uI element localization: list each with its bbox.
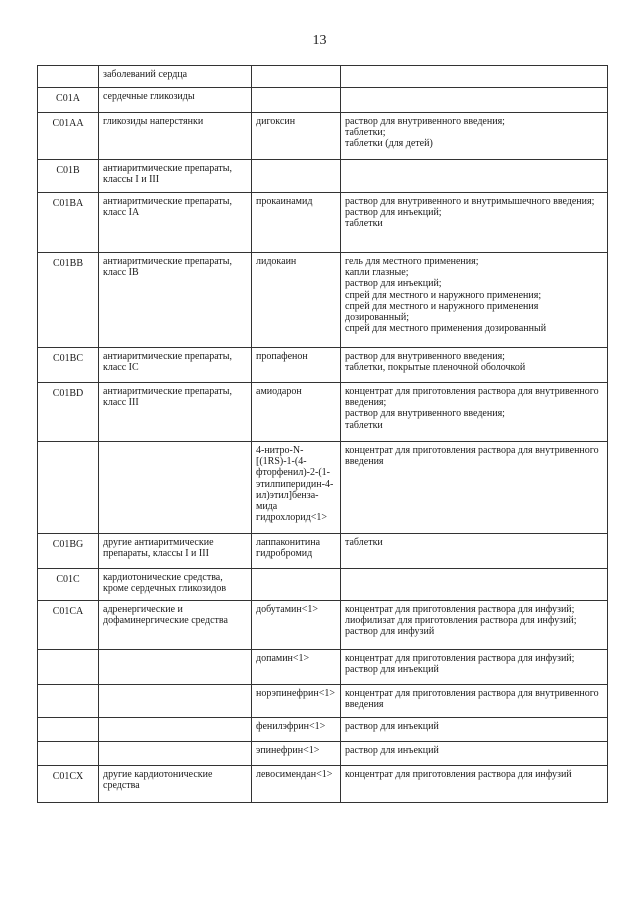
atc-code-cell: C01C bbox=[38, 569, 99, 601]
form-cell: раствор для внутривенного введения; таблетки, покрытые пленочной оболочкой bbox=[341, 348, 608, 383]
drug-cell: эпинефрин<1> bbox=[252, 742, 341, 766]
drug-cell: амиодарон bbox=[252, 383, 341, 442]
group-cell: антиаритмические препараты, класс IB bbox=[99, 253, 252, 348]
atc-code-cell: C01CA bbox=[38, 601, 99, 650]
group-cell: кардиотонические средства, кроме сердечных гликозидов bbox=[99, 569, 252, 601]
table-row bbox=[38, 685, 608, 718]
drug-cell: лидокаин bbox=[252, 253, 341, 348]
drug-cell: пропафенон bbox=[252, 348, 341, 383]
table-row bbox=[38, 569, 608, 601]
form-cell bbox=[341, 569, 608, 601]
form-cell: раствор для внутривенного введения; таблетки; таблетки (для детей) bbox=[341, 113, 608, 160]
group-cell: антиаритмические препараты, класс III bbox=[99, 383, 252, 442]
form-cell: раствор для инъекций bbox=[341, 742, 608, 766]
table-row bbox=[38, 718, 608, 742]
page-number: 13 bbox=[312, 33, 327, 48]
atc-code-cell: C01BG bbox=[38, 534, 99, 569]
atc-code-cell: C01A bbox=[38, 88, 99, 113]
group-cell: антиаритмические препараты, класс IC bbox=[99, 348, 252, 383]
table-row bbox=[38, 348, 608, 383]
atc-code-cell bbox=[38, 685, 99, 718]
atc-code-cell bbox=[38, 442, 99, 534]
group-cell: сердечные гликозиды bbox=[99, 88, 252, 113]
form-cell bbox=[341, 66, 608, 88]
atc-code-cell bbox=[38, 650, 99, 685]
form-cell bbox=[341, 88, 608, 113]
drug-cell: норэпинефрин<1> bbox=[252, 685, 341, 718]
table-row bbox=[38, 160, 608, 193]
drug-cell: прокаинамид bbox=[252, 193, 341, 253]
form-cell: концентрат для приготовления раствора для внутривенного введения bbox=[341, 685, 608, 718]
drug-cell bbox=[252, 66, 341, 88]
drug-table-body bbox=[38, 66, 608, 803]
atc-code-cell: C01BA bbox=[38, 193, 99, 253]
table-row bbox=[38, 88, 608, 113]
table-row bbox=[38, 601, 608, 650]
group-cell: другие кардиотонические средства bbox=[99, 766, 252, 803]
group-cell bbox=[99, 718, 252, 742]
table-row bbox=[38, 113, 608, 160]
group-cell: другие антиаритмические препараты, классы I и III bbox=[99, 534, 252, 569]
drug-cell: допамин<1> bbox=[252, 650, 341, 685]
drug-cell: 4-нитро-N-[(1RS)-1-(4-фторфенил)-2-(1-этилпиперидин-4-ил)этил]бенза-мида гидрохлорид<1> bbox=[252, 442, 341, 534]
atc-code-cell bbox=[38, 742, 99, 766]
drug-cell bbox=[252, 569, 341, 601]
form-cell: концентрат для приготовления раствора для инфузий bbox=[341, 766, 608, 803]
form-cell: раствор для инъекций bbox=[341, 718, 608, 742]
table-row bbox=[38, 383, 608, 442]
drug-cell: фенилэфрин<1> bbox=[252, 718, 341, 742]
table-row bbox=[38, 534, 608, 569]
atc-code-cell: C01AA bbox=[38, 113, 99, 160]
group-cell: антиаритмические препараты, классы I и III bbox=[99, 160, 252, 193]
form-cell: таблетки bbox=[341, 534, 608, 569]
drug-table bbox=[37, 65, 608, 803]
table-row bbox=[38, 193, 608, 253]
form-cell: концентрат для приготовления раствора для внутривенного введения bbox=[341, 442, 608, 534]
drug-cell: лаппаконитина гидробромид bbox=[252, 534, 341, 569]
drug-cell bbox=[252, 88, 341, 113]
group-cell bbox=[99, 442, 252, 534]
group-cell: антиаритмические препараты, класс IA bbox=[99, 193, 252, 253]
form-cell: концентрат для приготовления раствора для внутривенного введения; раствор для внутривенного введения; таблетки bbox=[341, 383, 608, 442]
form-cell: гель для местного применения; капли глазные; раствор для инъекций; спрей для местного и наружного применения; спрей для местного и наружного применения дозированный; спрей для местного применения дозированный bbox=[341, 253, 608, 348]
group-cell bbox=[99, 650, 252, 685]
group-cell: заболеваний сердца bbox=[99, 66, 252, 88]
atc-code-cell: C01BC bbox=[38, 348, 99, 383]
group-cell: адренергические и дофаминергические средства bbox=[99, 601, 252, 650]
form-cell: концентрат для приготовления раствора для инфузий; раствор для инъекций bbox=[341, 650, 608, 685]
atc-code-cell: C01CX bbox=[38, 766, 99, 803]
table-row bbox=[38, 442, 608, 534]
drug-cell: добутамин<1> bbox=[252, 601, 341, 650]
table-row bbox=[38, 742, 608, 766]
form-cell: раствор для внутривенного и внутримышечного введения; раствор для инъекций; таблетки bbox=[341, 193, 608, 253]
form-cell bbox=[341, 160, 608, 193]
drug-cell bbox=[252, 160, 341, 193]
table-row bbox=[38, 766, 608, 803]
table-row bbox=[38, 253, 608, 348]
group-cell: гликозиды наперстянки bbox=[99, 113, 252, 160]
drug-cell: левосимендан<1> bbox=[252, 766, 341, 803]
atc-code-cell: C01BB bbox=[38, 253, 99, 348]
table-row bbox=[38, 650, 608, 685]
group-cell bbox=[99, 685, 252, 718]
drug-cell: дигоксин bbox=[252, 113, 341, 160]
atc-code-cell: C01B bbox=[38, 160, 99, 193]
group-cell bbox=[99, 742, 252, 766]
form-cell: концентрат для приготовления раствора для инфузий; лиофилизат для приготовления раствора для инфузий; раствор для инфузий bbox=[341, 601, 608, 650]
table-row bbox=[38, 66, 608, 88]
atc-code-cell bbox=[38, 718, 99, 742]
atc-code-cell: C01BD bbox=[38, 383, 99, 442]
atc-code-cell bbox=[38, 66, 99, 88]
